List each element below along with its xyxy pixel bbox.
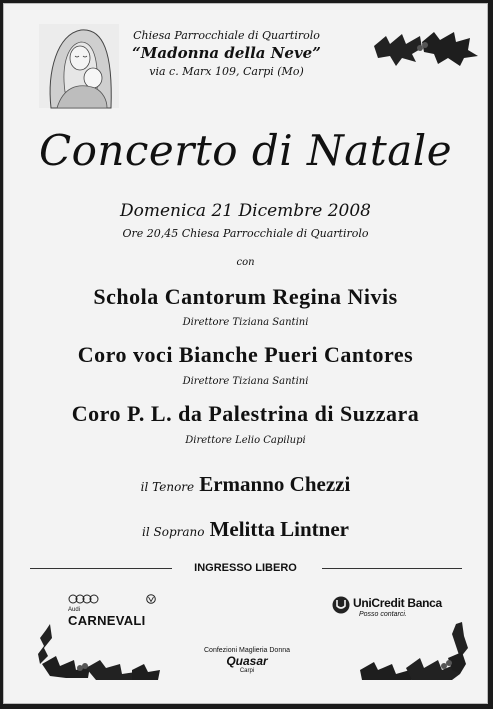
concert-poster [3,3,488,704]
soprano-name: Melitta Lintner [209,517,349,541]
quasar-city: Carpi [239,668,255,674]
vw-icon [146,594,156,604]
divider-right [322,568,462,569]
church-name: Chiesa Parrocchiale di Quartirolo [133,29,320,42]
church-address: via c. Marx 109, Carpi (Mo) [149,65,304,78]
choir-3-name: Coro P. L. da Palestrina di Suzzara [71,401,420,426]
madonna-image [37,22,121,110]
tenor-role: il Tenore [140,480,195,494]
unicredit-icon [332,596,350,614]
concert-date: Domenica 21 Dicembre 2008 [119,201,372,221]
quasar-name: Quasar [226,654,268,668]
audi-label: Audi [68,607,81,613]
holly-icon [372,26,482,68]
audi-rings-icon [68,594,102,604]
con-label: con [236,257,255,268]
concert-time-place: Ore 20,45 Chiesa Parrocchiale di Quartirolo [122,227,369,240]
unicredit-tagline: Posso contarci. [359,611,407,618]
unicredit-name: UniCredit Banca [353,596,442,610]
choir-1-name: Schola Cantorum Regina Nivis [93,284,398,309]
carnevali-name: CARNEVALI [68,613,146,628]
ingresso-libero: INGRESSO LIBERO [194,562,297,574]
holly-icon [356,622,472,680]
soprano-role: il Soprano [142,525,205,539]
choir-2-name: Coro voci Bianche Pueri Cantores [77,342,414,367]
holly-icon [36,624,166,680]
church-dedication: “Madonna della Neve” [132,44,321,62]
quasar-line1: Confezioni Maglieria Donna [204,647,290,654]
choir-2-director: Direttore Tiziana Santini [182,376,309,387]
concert-title: Concerto di Natale [38,126,453,175]
quasar-logo [192,647,302,674]
soloist-tenor [4,472,487,497]
tenor-name: Ermanno Chezzi [199,472,351,496]
choir-1-director: Direttore Tiziana Santini [182,317,309,328]
soloist-soprano [4,517,487,542]
choir-3-director: Direttore Lelio Capilupi [185,435,306,446]
